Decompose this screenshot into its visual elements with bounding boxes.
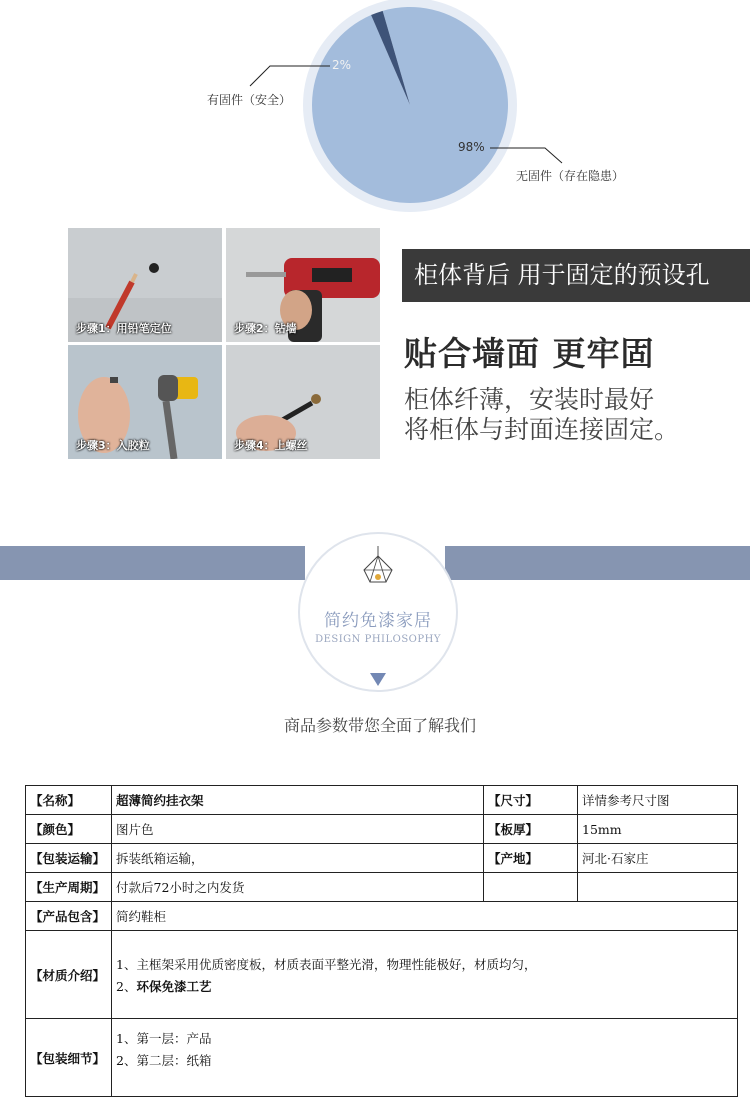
packing-line-2: 2、第二层：纸箱 — [116, 1053, 212, 1068]
spec-label-name: 【名称】 — [26, 786, 112, 815]
spec-label-shipping: 【包装运输】 — [26, 844, 112, 873]
table-row — [26, 844, 738, 873]
material-line-2 — [116, 977, 733, 995]
step-caption-1: 步骤1：用铅笔定位 — [76, 322, 172, 335]
slice-label-risk: 无固件（存在隐患） — [516, 169, 625, 183]
table-row — [26, 1019, 738, 1097]
section-subtitle: 商品参数带您全面了解我们 — [283, 716, 476, 735]
divider-band-right — [445, 546, 750, 580]
spec-table — [25, 785, 738, 1097]
pie-chart — [0, 0, 750, 215]
step-photo-3 — [68, 345, 222, 459]
spec-value-size: 详情参考尺寸图 — [578, 786, 738, 815]
spec-value-includes: 简约鞋柜 — [112, 902, 738, 931]
feature-desc-line-1: 柜体纤薄，安装时最好 — [404, 385, 655, 414]
feature-desc-line-2: 将柜体与封面连接固定。 — [404, 415, 680, 444]
slice-label-safe: 有固件（安全） — [207, 93, 292, 107]
table-row — [26, 873, 738, 902]
design-title-en: DESIGN PHILOSOPHY — [315, 634, 441, 645]
spec-value-cycle: 付款后72小时之内发货 — [112, 873, 484, 902]
slice-value-risk: 98% — [458, 140, 485, 154]
spec-label-thickness: 【板厚】 — [484, 815, 578, 844]
step-caption-2: 步骤2：钻墙 — [234, 322, 297, 335]
spec-value-color: 图片色 — [112, 815, 484, 844]
feature-banner: 柜体背后 用于固定的预设孔 — [402, 249, 750, 302]
table-row — [26, 902, 738, 931]
spec-empty-cell — [578, 873, 738, 902]
spec-label-cycle: 【生产周期】 — [26, 873, 112, 902]
spec-label-includes: 【产品包含】 — [26, 902, 112, 931]
spec-label-origin: 【产地】 — [484, 844, 578, 873]
spec-label-size: 【尺寸】 — [484, 786, 578, 815]
pendant-lamp-icon — [360, 546, 396, 586]
divider-band-left — [0, 546, 305, 580]
triangle-down-icon — [370, 673, 386, 686]
table-row — [26, 815, 738, 844]
step-caption-4: 步骤4：上螺丝 — [234, 439, 308, 452]
design-title-cn: 简约免漆家居 — [324, 611, 432, 631]
feature-headline: 贴合墙面 更牢固 — [404, 334, 655, 373]
table-row — [26, 786, 738, 815]
spec-value-origin: 河北·石家庄 — [578, 844, 738, 873]
spec-value-thickness: 15mm — [578, 815, 738, 844]
step-photo-2 — [226, 228, 380, 342]
spec-label-material: 【材质介绍】 — [26, 931, 112, 1019]
pie-slice-risk — [312, 7, 508, 203]
step-caption-3: 步骤3：入胶粒 — [76, 439, 150, 452]
spec-value-shipping: 拆装纸箱运输， — [112, 844, 484, 873]
table-row — [26, 931, 738, 1019]
spec-empty-cell — [484, 873, 578, 902]
step-photo-4 — [226, 345, 380, 459]
spec-value-material — [112, 931, 738, 1019]
packing-line-1: 1、第一层：产品 — [116, 1031, 212, 1046]
step-photo-1 — [68, 228, 222, 342]
slice-value-safe: 2% — [332, 58, 352, 72]
spec-label-packing: 【包装细节】 — [26, 1019, 112, 1097]
material-line-2-bold: 环保免漆工艺 — [136, 978, 212, 994]
spec-label-color: 【颜色】 — [26, 815, 112, 844]
material-line-2-prefix: 2、 — [116, 978, 137, 994]
spec-value-packing — [112, 1019, 738, 1097]
material-line-1: 1、主框架采用优质密度板，材质表面平整光滑，物理性能极好，材质均匀， — [116, 956, 537, 972]
spec-value-name: 超薄简约挂衣架 — [112, 786, 484, 815]
